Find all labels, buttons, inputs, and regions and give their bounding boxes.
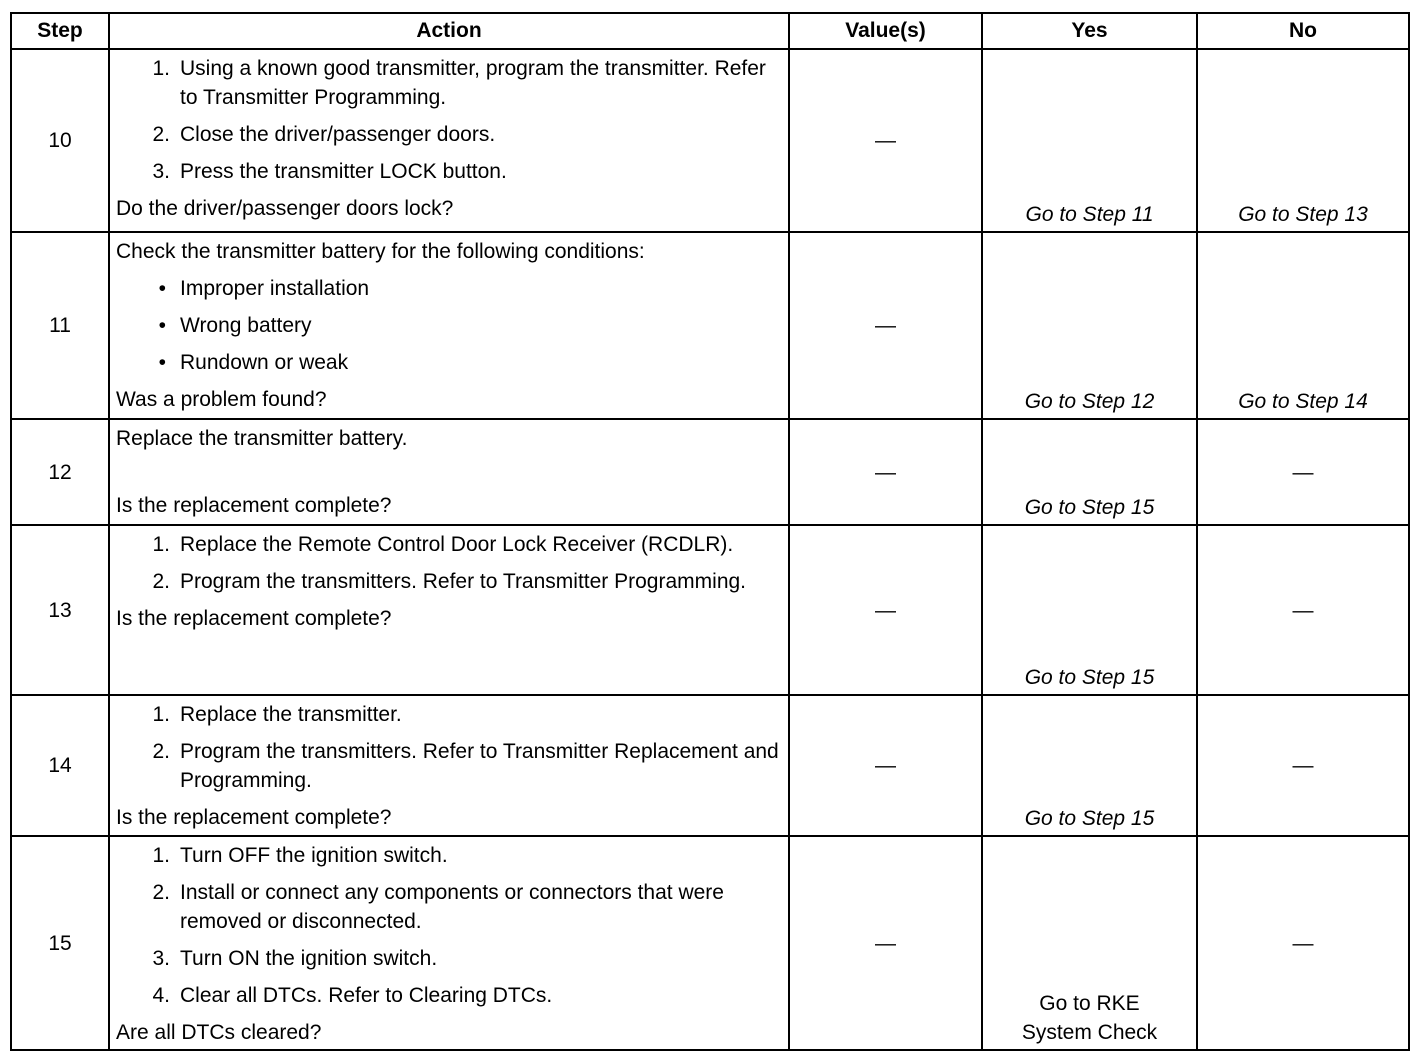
yes-cell — [982, 232, 1197, 419]
question-text: Are all DTCs cleared? — [116, 1021, 322, 1044]
list-item: 2. Close the driver/passenger doors. — [152, 123, 496, 146]
no-cell: — — [1197, 695, 1409, 836]
action-cell — [109, 419, 789, 525]
step-number: 12 — [11, 419, 109, 525]
list-item: 1. Replace the transmitter. — [152, 703, 402, 726]
step-number: 11 — [11, 232, 109, 419]
yes-goto: Go to Step 11 — [1025, 203, 1154, 226]
bullet-icon: • — [158, 351, 166, 374]
no-goto: Go to Step 14 — [1238, 390, 1368, 413]
list-item: 4. Clear all DTCs. Refer to Clearing DTCs. — [152, 984, 553, 1007]
value-cell: — — [789, 525, 982, 695]
bullet-icon: • — [158, 277, 166, 300]
table-row — [11, 525, 1409, 695]
list-item: 1. Turn OFF the ignition switch. — [152, 844, 448, 867]
yes-cell — [982, 695, 1197, 836]
step-number: 13 — [11, 525, 109, 695]
header-row — [11, 13, 1409, 49]
table-row — [11, 695, 1409, 836]
no-cell — [1197, 232, 1409, 419]
header-no: No — [1197, 13, 1409, 49]
list-item: 3. Press the transmitter LOCK button. — [152, 160, 507, 183]
list-item: 2. Install or connect any components or connectors that were removed or disconnected. — [152, 881, 724, 933]
list-item: 1. Using a known good transmitter, program the transmitter. Refer to Transmitter Programming. — [152, 57, 766, 109]
intro-text: Check the transmitter battery for the following conditions: — [116, 240, 645, 263]
yes-goto-line: Go to RKE — [1039, 992, 1140, 1015]
value-cell: — — [789, 419, 982, 525]
list-item: 3. Turn ON the ignition switch. — [152, 947, 438, 970]
yes-cell — [982, 836, 1197, 1050]
yes-goto: Go to Step 12 — [1024, 390, 1155, 413]
yes-goto: Go to Step 15 — [1024, 807, 1155, 830]
step-number: 14 — [11, 695, 109, 836]
list-item: • Improper installation — [116, 274, 780, 303]
table-row — [11, 49, 1409, 232]
table-row — [11, 232, 1409, 419]
no-cell: — — [1197, 836, 1409, 1050]
header-values: Value(s) — [789, 13, 982, 49]
yes-cell — [982, 49, 1197, 232]
action-cell — [109, 836, 789, 1050]
list-item: 1. Replace the Remote Control Door Lock Receiver (RCDLR). — [152, 533, 734, 556]
no-cell: — — [1197, 525, 1409, 695]
table-row — [11, 836, 1409, 1050]
list-item: 2. Program the transmitters. Refer to Transmitter Programming. — [152, 570, 747, 593]
list-item: • Wrong battery — [116, 311, 780, 340]
value-cell: — — [789, 836, 982, 1050]
yes-cell — [982, 525, 1197, 695]
list-item: • Rundown or weak — [116, 348, 780, 377]
step-number: 10 — [11, 49, 109, 232]
question-text: Is the replacement complete? — [116, 607, 392, 630]
action-cell — [109, 49, 789, 232]
question-text: Is the replacement complete? — [116, 494, 392, 517]
value-cell: — — [789, 232, 982, 419]
no-cell — [1197, 49, 1409, 232]
yes-goto-line: System Check — [1021, 1021, 1158, 1044]
action-cell — [109, 525, 789, 695]
header-step: Step — [11, 13, 109, 49]
question-text: Was a problem found? — [116, 388, 327, 411]
yes-goto: Go to Step 15 — [1024, 496, 1155, 519]
action-cell — [109, 232, 789, 419]
no-goto: Go to Step 13 — [1238, 203, 1368, 226]
yes-cell — [982, 419, 1197, 525]
table-row — [11, 419, 1409, 525]
bullet-icon: • — [158, 314, 166, 337]
yes-goto: Go to Step 15 — [1024, 666, 1155, 689]
header-action: Action — [109, 13, 789, 49]
list-item: 2. Program the transmitters. Refer to Transmitter Replacement and Programming. — [152, 740, 779, 792]
header-yes: Yes — [982, 13, 1197, 49]
question-text: Is the replacement complete? — [116, 806, 392, 829]
value-cell: — — [789, 695, 982, 836]
value-cell: — — [789, 49, 982, 232]
no-cell: — — [1197, 419, 1409, 525]
intro-text: Replace the transmitter battery. — [116, 427, 408, 450]
action-cell — [109, 695, 789, 836]
step-number: 15 — [11, 836, 109, 1050]
question-text: Do the driver/passenger doors lock? — [116, 197, 454, 220]
diagnostic-table — [10, 12, 1410, 1051]
